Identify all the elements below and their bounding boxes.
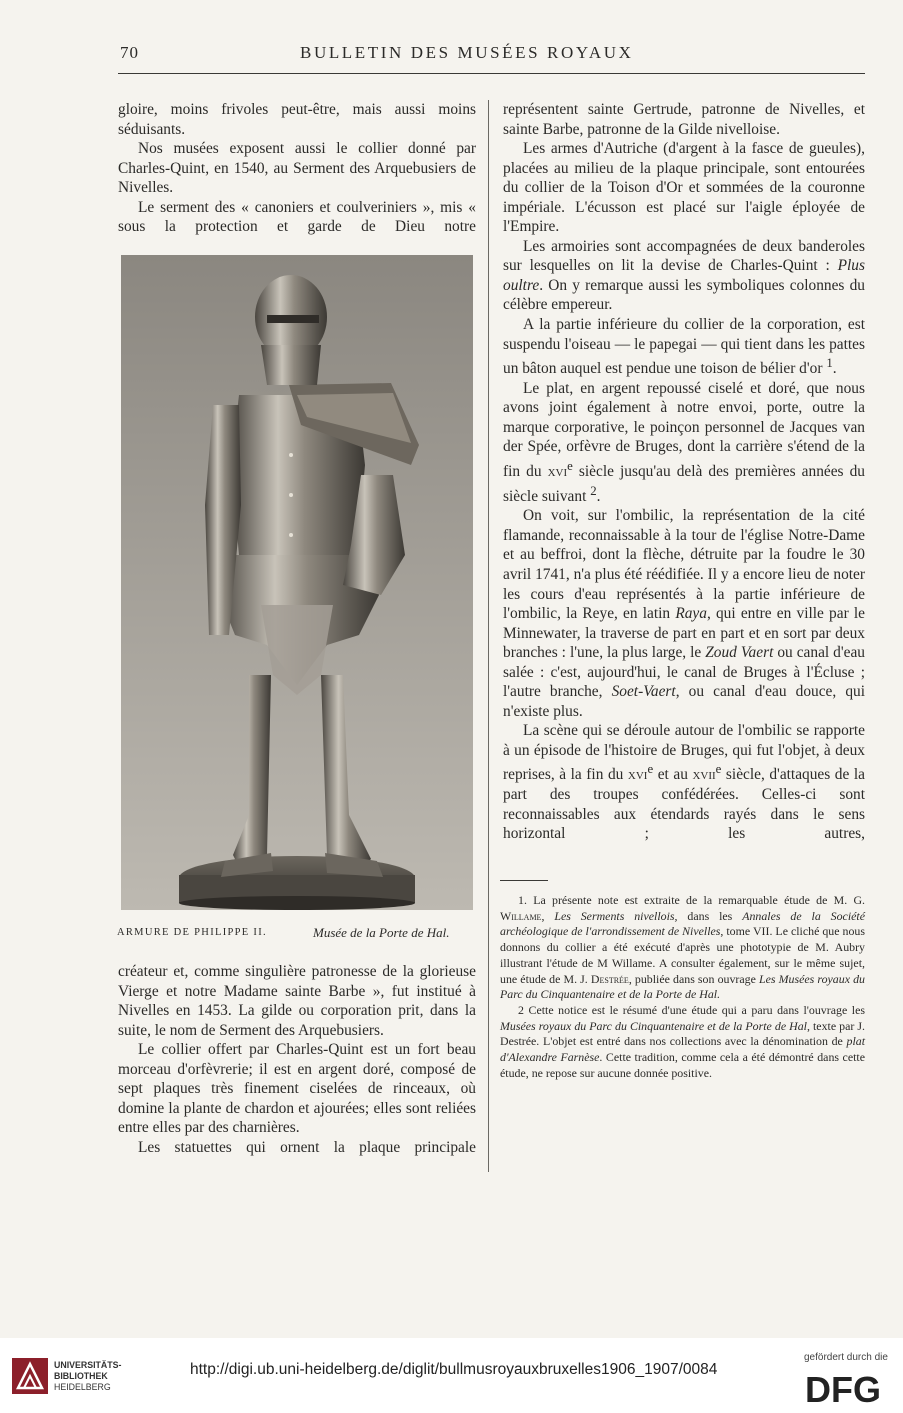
university-library-logo-icon — [12, 1358, 48, 1394]
footnote-ref: 2 — [590, 483, 597, 498]
page-number: 70 — [120, 43, 139, 62]
footnotes — [500, 893, 865, 1081]
footnote-ref: 1 — [826, 356, 833, 371]
dfg-logo — [803, 1370, 893, 1406]
header-rule — [118, 73, 865, 74]
paragraph: Les statuettes qui ornent la plaque principale — [138, 1138, 476, 1156]
paragraph: représentent sainte Gertrude, patronne de Nivelles, et sainte Barbe, patronne de la Gilde nivelloise. — [503, 101, 865, 138]
running-title: BULLETIN DES MUSÉES ROYAUX — [300, 43, 634, 62]
paragraph: Le serment des « canoniers et coulveriniers », mis « sous la protection et garde de Dieu notre — [118, 198, 476, 236]
paragraph: Les armoiries sont accompagnées de deux banderoles sur lesquelles on lit la devise de Charles-Quint : Plus oultre. On y remarque aussi les symboliques colonnes du célèbre empereur. — [503, 237, 865, 314]
column-rule — [488, 100, 489, 1172]
paragraph: Le plat, en argent repoussé ciselé et doré, que nous avons joint également à notre envoi, porte, outre la marque corporative, le poinçon personnel de Jacques van der Spée, orfèvre de Bruges, dont la carrière s'étend de la fin du xvi$^e$ siècle jusqu'au delà des premières années du siècle suivant $^2$. — [503, 379, 865, 505]
armour-photograph — [121, 255, 473, 910]
library-name: UNIVERSITÄTS- BIBLIOTHEK HEIDELBERG — [54, 1360, 122, 1392]
sponsor-text: gefördert durch die — [804, 1352, 888, 1363]
paragraph: gloire, moins frivoles peut-être, mais aussi moins séduisants. — [118, 101, 476, 138]
permalink[interactable]: http://digi.ub.uni-heidelberg.de/diglit/bullmusroyauxbruxelles1906_1907/0084 — [190, 1361, 718, 1378]
left-column-bottom — [118, 962, 476, 1157]
paragraph: créateur et, comme singulière patronesse de la glorieuse Vierge et notre Madame sainte Barbe », fut institué à Nivelles en 1453. La gilde ou corporation prit, dans la suite, le nom de Serment des Arquebusiers. — [118, 963, 476, 1039]
figure-caption-left: ARMURE DE PHILIPPE II. — [117, 927, 267, 938]
dfg-logo-text: DFG — [805, 1370, 881, 1406]
figure-caption-right: Musée de la Porte de Hal. — [313, 925, 450, 940]
footnote-rule — [500, 880, 548, 881]
footnote-2: 2 Cette notice est le résumé d'une étude qui a paru dans l'ouvrage les Musées royaux du Parc du Cinquantenaire et de la Porte de Hal, texte par J. Destrée. L'objet est entré dans nos collections avec la dénomination de plat d'Alexandre Farnèse. Cette tradition, comme cela a été démontré dans cette étude, ne repose sur aucune donnée positive. — [500, 1002, 865, 1080]
paragraph: Les armes d'Autriche (d'argent à la fasce de gueules), placées au milieu de la plaque principale, sont entourées du collier de la Toison d'Or et sommées de la couronne impériale. L'écusson est placé sur l'aigle éployée de l'Empire. — [503, 140, 865, 236]
left-column-top — [118, 100, 476, 237]
paragraph: On voit, sur l'ombilic, la représentation de la cité flamande, reconnaissable à la tour de l'église Notre-Dame et au beffroi, dont la flèche, détruite par la foudre le 30 avril 1741, n'a plus été réédifiée. Il y a encore lieu de noter les cours d'eau représentés à la partie inférieure de l'ombilic, la Reye, en latin Raya, qui entre en ville par le Minnewater, la traverse de part en part et en sort par deux branches : l'une, la plus large, le Zoud Vaert ou canal d'eau salée : c'est, aujourd'hui, le canal de Bruges à l'Écluse ; l'autre branche, Soet-Vaert, ou canal d'eau douce, qui n'existe plus. — [503, 507, 866, 720]
paragraph: Le collier offert par Charles-Quint est un fort beau morceau d'orfèvrerie; il est en argent doré, composé de sept plaques très finement ciselées de rinceaux, où domine la plante de chardon et ajourées; elles sont reliées entre elles par des charnières. — [118, 1041, 476, 1137]
paragraph: Nos musées exposent aussi le collier donné par Charles-Quint, en 1540, au Serment des Arquebusiers de Nivelles. — [118, 140, 476, 197]
right-column — [503, 100, 865, 844]
footnote-1: 1. La présente note est extraite de la remarquable étude de M. G. Willame, Les Serments nivellois, dans les Annales de la Société archéologique de l'arrondissement de Nivelles, tome VII. Le cliché que nous donnons du collier a été exécuté d'après une phototypie de M. Aubry illustrant l'étude de M Willame. A consulter également, sur le même sujet, une étude de M. J. Destrée, publiée dans son ouvrage Les Musées royaux du Parc du Cinquantenaire et de la Porte de Hal. — [500, 893, 865, 1002]
paragraph: A la partie inférieure du collier de la corporation, est suspendu l'oiseau — le papegai — qui tient dans les pattes un bâton auquel est pendue une toison de bélier d'or $^1$. — [503, 316, 865, 378]
digitization-footer — [0, 1338, 903, 1413]
paragraph: La scène qui se déroule autour de l'ombilic se rapporte à un épisode de l'histoire de Bruges, qui fut l'objet, à deux reprises, à la fin du xvi$^e$ et au xvii$^e$ siècle, d'attaques de la part des troupes confédérées. Celles-ci sont reconnaissables aux étendards rayés dans le sens horizontal ; les autres, — [503, 722, 865, 843]
